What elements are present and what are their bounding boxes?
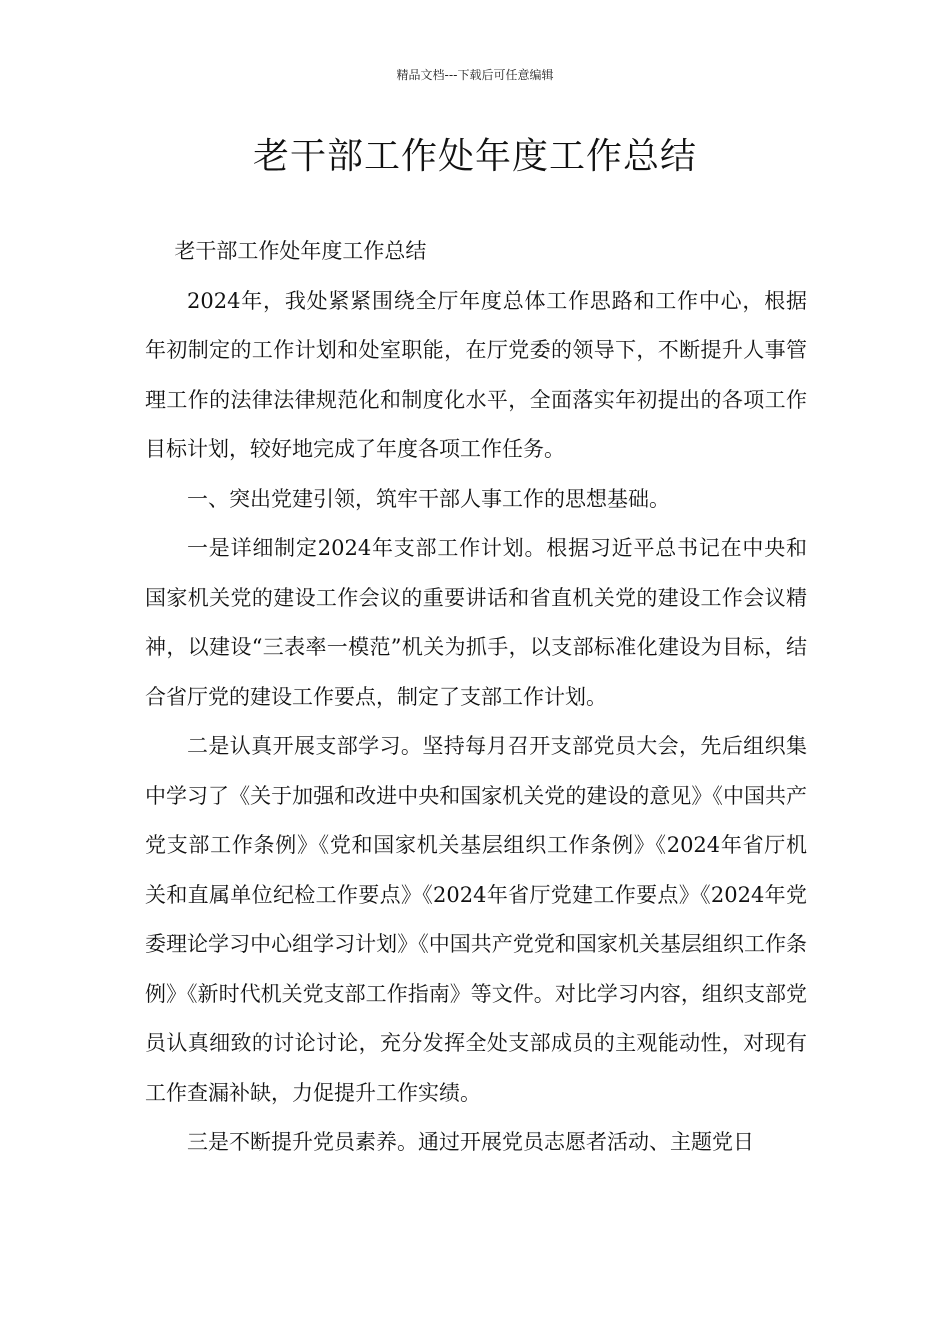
section-heading-1: 一、突出党建引领，筑牢干部人事工作的思想基础。: [187, 486, 670, 511]
document-body: [145, 227, 807, 1168]
paragraph-2: 二是认真开展支部学习。坚持每月召开支部党员大会，先后组织集中学习了《关于加强和改进中央和国家机关党的建设的意见》《中国共产党支部工作条例》《党和国家机关基层组织工作条例》《2024年省厅机关和直属单位纪检工作要点》《2024年省厅党建工作要点》《2024年党委理论学习中心组学习计划》《中国共产党党和国家机关基层组织工作条例》《新时代机关党支部工作指南》等文件。对比学习内容，组织支部党员认真细致的讨论讨论，充分发挥全处支部成员的主观能动性，对现有工作查漏补缺，力促提升工作实绩。: [145, 734, 807, 1105]
header-note: 精品文档---下载后可任意编辑: [396, 68, 554, 82]
document-title: 老干部工作处年度工作总结: [252, 136, 697, 177]
document-subtitle: 老干部工作处年度工作总结: [174, 239, 427, 263]
paragraph-intro: 2024年，我处紧紧围绕全厅年度总体工作思路和工作中心，根据年初制定的工作计划和处室职能，在厅党委的领导下，不断提升人事管理工作的法律法律规范化和制度化水平，全面落实年初提出的各项工作目标计划，较好地完成了年度各项工作任务。: [145, 288, 807, 461]
paragraph-3: 三是不断提升党员素养。通过开展党员志愿者活动、主题党日: [187, 1130, 754, 1154]
paragraph-1: 一是详细制定2024年支部工作计划。根据习近平总书记在中央和国家机关党的建设工作会议的重要讲话和省直机关党的建设工作会议精神，以建设“三表率一模范”机关为抓手，以支部标准化建设为目标，结合省厅党的建设工作要点，制定了支部工作计划。: [145, 536, 807, 709]
